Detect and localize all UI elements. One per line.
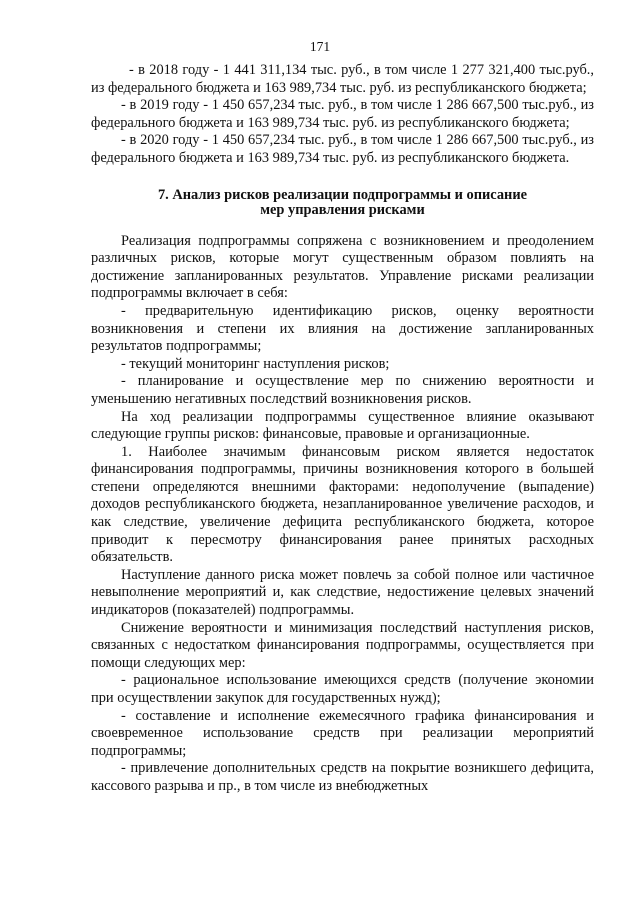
list-item-identification: - предварительную идентификацию рисков, оценку вероятности возникновения и степени их влияния на достижение запланированных результатов подпрограммы; xyxy=(91,302,594,355)
section-title-line-2: мер управления рисками xyxy=(260,201,425,218)
budget-line-2018: - в 2018 году - 1 441 311,134 тыс. руб., в том числе 1 277 321,400 тыс.руб., из федерального бюджета и 163 989,734 тыс. руб. из республиканского бюджета; xyxy=(91,62,594,96)
section-title-line-1: 7. Анализ рисков реализации подпрограммы и описание xyxy=(157,186,528,203)
paragraph-consequences: Наступление данного риска может повлечь за собой полное или частичное невыполнение мероприятий и, как следствие, недостижение целевых значений индикаторов (показателей) подпрограммы. xyxy=(91,566,594,619)
list-item-monitoring: - текущий мониторинг наступления рисков; xyxy=(121,355,390,372)
list-item-additional-funds: - привлечение дополнительных средств на покрытие возникшего дефицита, кассового разрыва и пр., в том числе из внебюджетных xyxy=(91,760,594,794)
paragraph-intro: Реализация подпрограммы сопряжена с возникновением и преодолением различных рисков, которые могут существенным образом повлиять на достижение запланированных результатов. Управление рисками реализации подпрограммы включает в себя: xyxy=(91,232,594,302)
paragraph-risk-groups: На ход реализации подпрограммы существенное влияние оказывают следующие группы рисков: финансовые, правовые и организационные. xyxy=(91,408,594,443)
page-number: 171 xyxy=(309,39,331,54)
paragraph-financial-risk: 1. Наиболее значимым финансовым риском является недостаток финансирования подпрограммы, причины возникновения которого в большей степени определяются внешними факторами: недополучение (выпадение) доходов республиканского бюджета, незапланированное увеличение расходов, и как следствие, увеличение дефицита республиканского бюджета, которое приводит к пересмотру финансирования ранее принятых расходных обязательств. xyxy=(91,443,594,566)
paragraph-mitigation: Снижение вероятности и минимизация последствий наступления рисков, связанных с недостатком финансирования подпрограммы, осуществляется при помощи следующих мер: xyxy=(91,619,594,671)
list-item-rational-use: - рациональное использование имеющихся средств (получение экономии при осуществлении закупок для государственных нужд); xyxy=(91,672,594,706)
budget-line-2019: - в 2019 году - 1 450 657,234 тыс. руб., в том числе 1 286 667,500 тыс.руб., из федерального бюджета и 163 989,734 тыс. руб. из республиканского бюджета; xyxy=(91,97,594,131)
budget-line-2020: - в 2020 году - 1 450 657,234 тыс. руб., в том числе 1 286 667,500 тыс.руб., из федерального бюджета и 163 989,734 тыс. руб. из республиканского бюджета. xyxy=(91,132,594,166)
list-item-planning: - планирование и осуществление мер по снижению вероятности и уменьшению негативных последствий возникновения рисков. xyxy=(91,373,594,407)
document-body xyxy=(91,62,594,796)
section-title xyxy=(91,188,594,218)
list-item-schedule: - составление и исполнение ежемесячного графика финансирования и своевременное использование средств при реализации мероприятий подпрограммы; xyxy=(91,707,594,759)
